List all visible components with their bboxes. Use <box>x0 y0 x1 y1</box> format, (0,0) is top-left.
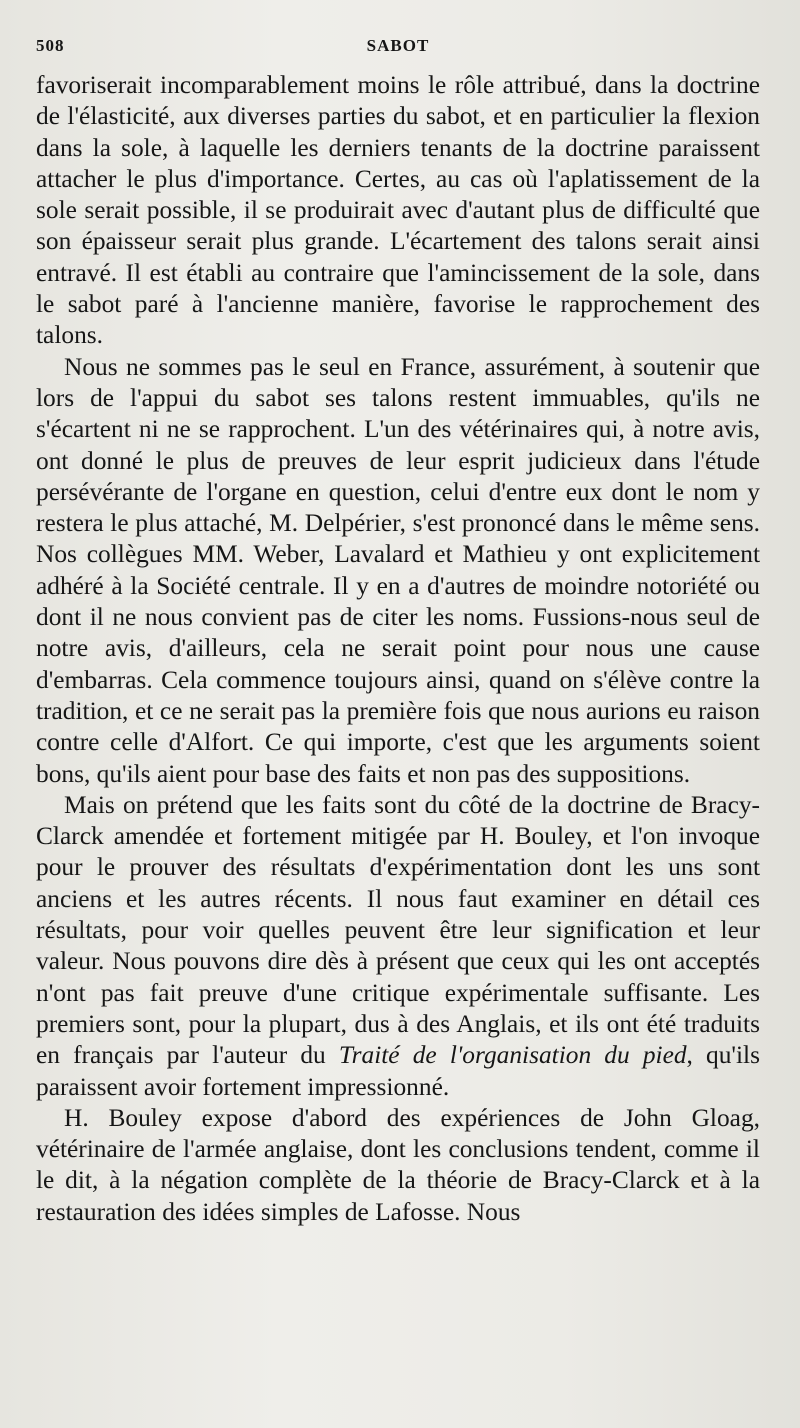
paragraph-1: favoriserait incomparablement moins le rôle attribué, dans la doctrine de l'élasticité, aux diverses parties du sabot, et en particulier la flexion dans la sole, à laquelle les derniers tenants de la doctrine paraissent attacher le plus d'importance. Certes, au cas où l'aplatissement de la sole serait possible, il se produirait avec d'autant plus de difficulté que son épaisseur serait plus grande. L'écartement des talons serait ainsi entravé. Il est établi au contraire que l'amincissement de la sole, dans le sabot paré à l'ancienne manière, favorise le rapprochement des talons. <box>36 71 760 350</box>
paragraph-3-text-before: Mais on prétend que les faits sont du côté de la doctrine de Bracy-Clarck amendée et fortement mitigée par H. Bouley, et l'on invoque pour le prouver des résultats d'expérimentation dont les uns sont anciens et les autres récents. Il nous faut examiner en détail ces résultats, pour voir quelles peuvent être leur signification et leur valeur. Nous pouvons dire dès à présent que ceux qui les ont acceptés n'ont pas fait preuve d'une critique expérimentale suffisante. Les premiers sont, pour la plupart, dus à des Anglais, et ils ont été traduits en français par l'auteur du <box>36 790 760 1070</box>
page-header <box>36 28 760 58</box>
paragraph-2: Nous ne sommes pas le seul en France, assurément, à soutenir que lors de l'appui du sabot ses talons restent immuables, qu'ils ne s'écartent ni ne se rapprochent. L'un des vétérinaires qui, à notre avis, ont donné le plus de preuves de leur esprit judicieux dans l'étude persévérante de l'organe en question, celui d'entre eux dont le nom y restera le plus attaché, M. Delpérier, s'est prononcé dans le même sens. Nos collègues MM. Weber, Lavalard et Mathieu y ont explicitement adhéré à la Société centrale. Il y en a d'autres de moindre notoriété ou dont il ne nous convient pas de citer les noms. Fussions-nous seul de notre avis, d'ailleurs, cela ne serait point pour nous une cause d'embarras. Cela commence toujours ainsi, quand on s'élève contre la tradition, et ce ne serait pas la première fois que nous aurions eu raison contre celle d'Alfort. Ce qui importe, c'est que les arguments soient bons, qu'ils aient pour base des faits et non pas des suppositions. <box>36 352 760 788</box>
book-title-italic: Traité de l'organisation du pied <box>338 1041 687 1070</box>
body-text <box>36 70 760 1228</box>
paragraph-3 <box>36 790 760 1103</box>
paragraph-4: H. Bouley expose d'abord des expériences de John Gloag, vétérinaire de l'armée anglaise, dont les conclusions tendent, comme il le dit, à la négation complète de la théorie de Bracy-Clarck et à la restauration des idées simples de Lafosse. Nous <box>36 1103 760 1226</box>
page-number: 508 <box>36 36 65 55</box>
paragraph-3-text-after: , qu'ils paraissent avoir fortement impressionné. <box>36 1041 760 1101</box>
running-title: SABOT <box>366 36 430 55</box>
